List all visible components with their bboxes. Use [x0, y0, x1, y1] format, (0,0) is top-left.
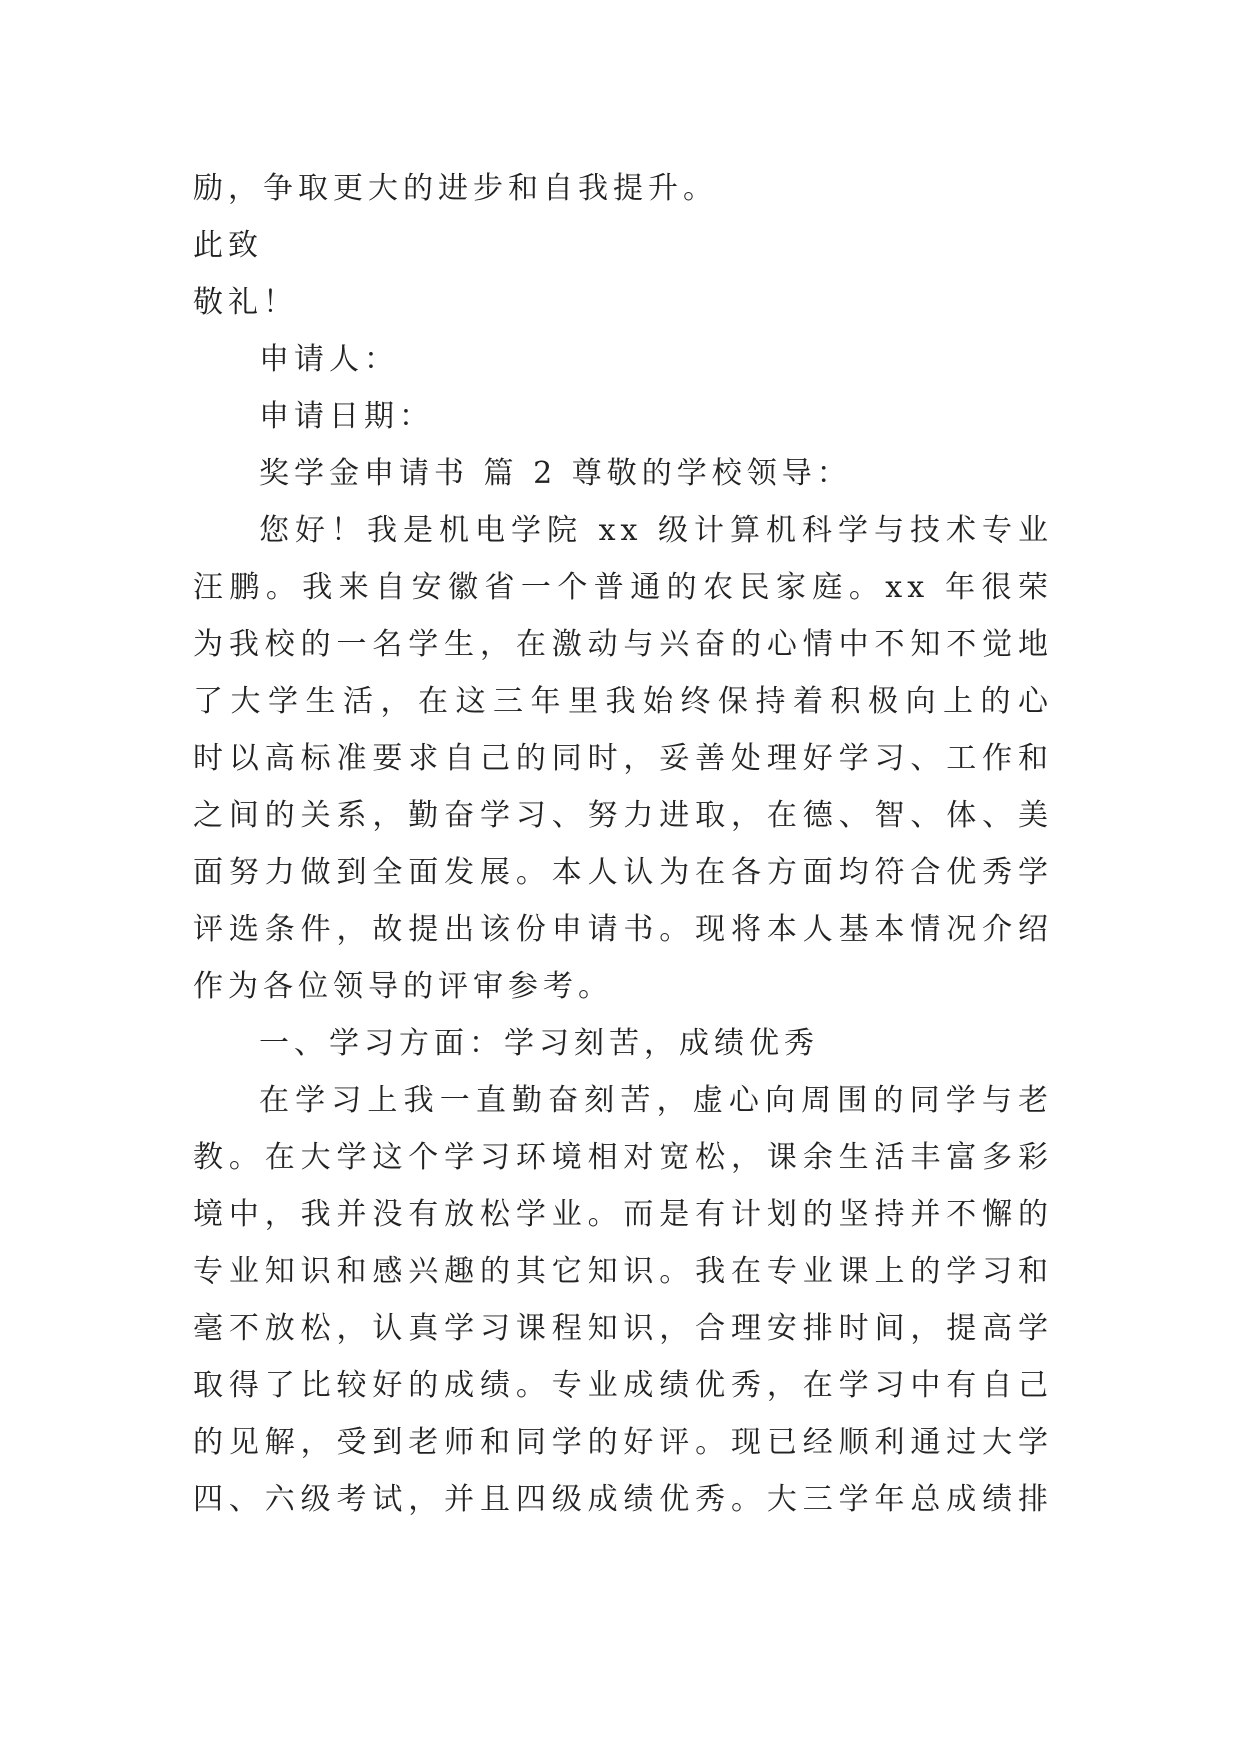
text-line: 为我校的一名学生，在激动与兴奋的心情中不知不觉地: [193, 627, 1053, 662]
text-line: 境中，我并没有放松学业。而是有计划的坚持并不懈的: [193, 1197, 1053, 1232]
section-heading: 奖学金申请书 篇 2 尊敬的学校领导：: [259, 456, 852, 491]
text-line: 之间的关系，勤奋学习、努力进取，在德、智、体、美: [193, 798, 1053, 833]
text-line: 时以高标准要求自己的同时，妥善处理好学习、工作和: [193, 741, 1053, 776]
closing-respect: 敬礼！: [193, 285, 298, 320]
applicant-label: 申请人：: [259, 342, 399, 377]
text-line: 评选条件，故提出该份申请书。现将本人基本情况介绍: [193, 912, 1053, 947]
document-body: [193, 160, 1053, 1528]
text-line: 毫不放松，认真学习课程知识，合理安排时间，提高学: [193, 1311, 1053, 1346]
text-line: 励，争取更大的进步和自我提升。: [193, 171, 718, 206]
text-line: 作为各位领导的评审参考。: [193, 969, 613, 1004]
text-line: 教。在大学这个学习环境相对宽松，课余生活丰富多彩: [193, 1140, 1053, 1175]
application-date-label: 申请日期：: [259, 399, 434, 434]
text-line: 的见解，受到老师和同学的好评。现已经顺利通过大学: [193, 1425, 1053, 1460]
subsection-heading: 一、学习方面：学习刻苦，成绩优秀: [259, 1026, 819, 1061]
closing-salutation: 此致: [193, 228, 263, 263]
text-line: 专业知识和感兴趣的其它知识。我在专业课上的学习和: [193, 1254, 1053, 1289]
text-line: 四、六级考试，并且四级成绩优秀。大三学年总成绩排: [193, 1482, 1053, 1517]
text-line: 在学习上我一直勤奋刻苦，虚心向周围的同学与老: [259, 1083, 1053, 1118]
text-line: 汪鹏。我来自安徽省一个普通的农民家庭。xx 年很荣: [193, 570, 1053, 605]
text-line: 您好！我是机电学院 xx 级计算机科学与技术专业: [259, 513, 1053, 548]
text-line: 取得了比较好的成绩。专业成绩优秀，在学习中有自己: [193, 1368, 1053, 1403]
text-line: 了大学生活，在这三年里我始终保持着积极向上的心: [193, 684, 1053, 719]
text-line: 面努力做到全面发展。本人认为在各方面均符合优秀学: [193, 855, 1053, 890]
